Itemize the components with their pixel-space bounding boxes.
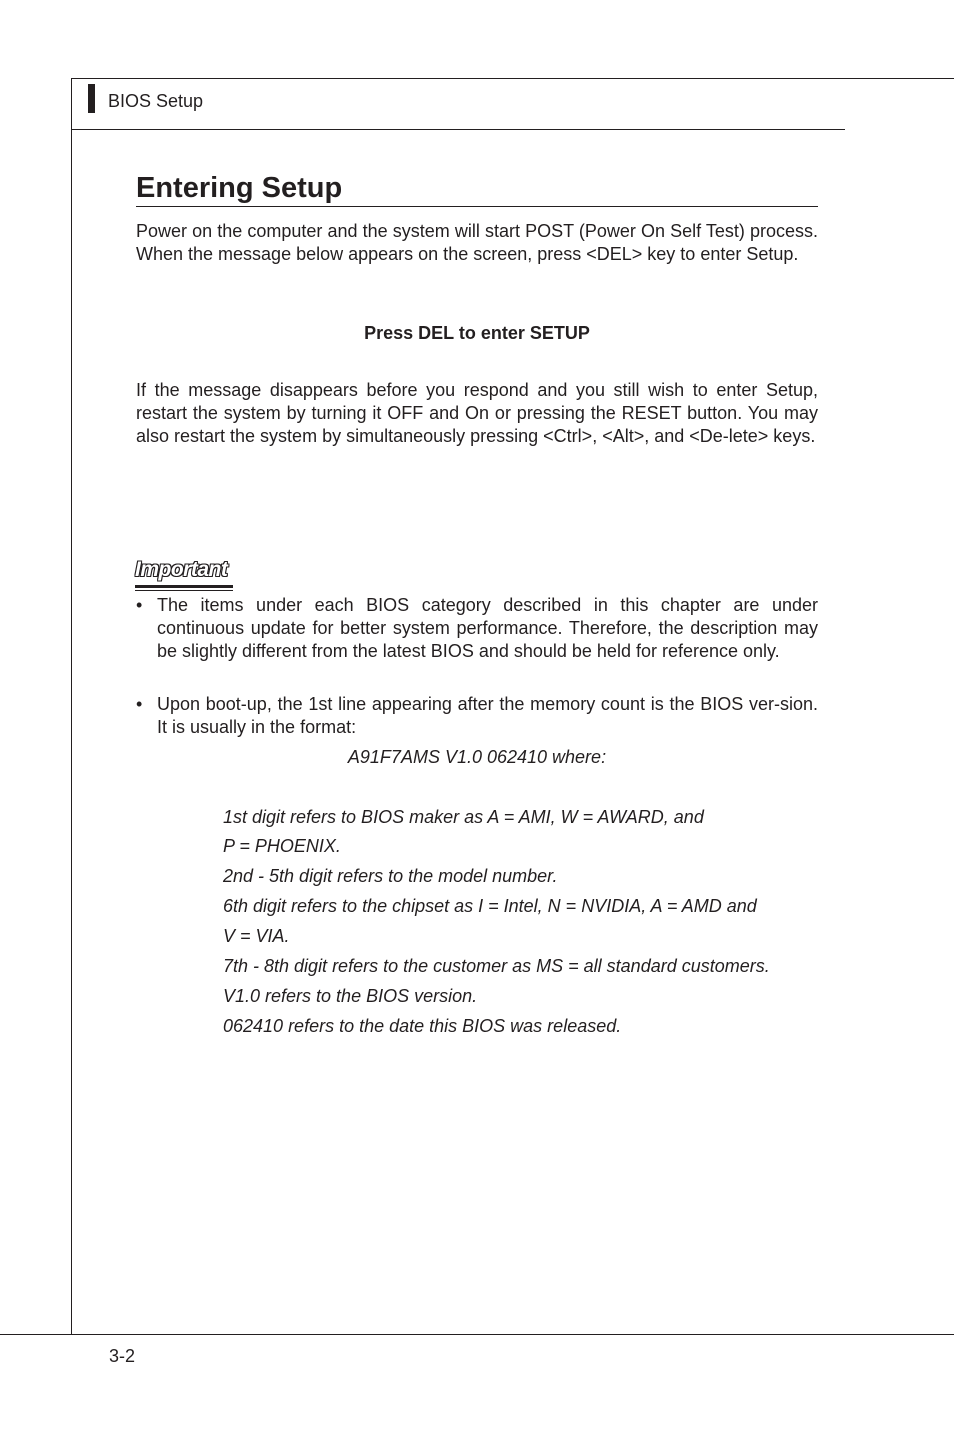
list-item-text: The items under each BIOS category described in this chapter are under continuous update for better system performance. Therefore, the description may be slightly different from the latest BIOS and should be held for reference only. (157, 595, 818, 661)
header-marker-bar (88, 84, 95, 113)
definition-line: 062410 refers to the date this BIOS was released. (223, 1016, 622, 1036)
footer-rule (0, 1334, 954, 1335)
page-title: Entering Setup (136, 172, 343, 204)
title-underline (136, 206, 818, 207)
left-margin-rule (71, 78, 72, 1335)
header-rule (71, 129, 845, 130)
definition-line: 1st digit refers to BIOS maker as A = AMI, W = AWARD, and (223, 807, 704, 827)
restart-paragraph: If the message disappears before you respond and you still wish to enter Setup, restart the system by turning it OFF and On or pressing the RESET button. You may also restart the system by simultaneously pressing <Ctrl>, <Alt>, and <De-lete> keys. (136, 380, 818, 446)
top-rule (71, 78, 954, 79)
bios-version-format: A91F7AMS V1.0 062410 where: (347, 747, 607, 767)
section-header: BIOS Setup (108, 91, 204, 111)
important-underline (135, 585, 233, 588)
intro-paragraph: Power on the computer and the system will start POST (Power On Self Test) process. When the message below appears on the screen, press <DEL> key to enter Setup. (136, 221, 818, 264)
bullet-icon: • (136, 595, 143, 615)
definition-line: V1.0 refers to the BIOS version. (223, 986, 478, 1006)
setup-message: Press DEL to enter SETUP (364, 323, 590, 343)
definition-line: 2nd - 5th digit refers to the model number. (223, 866, 558, 886)
definition-line: V = VIA. (223, 926, 290, 946)
bullet-icon: • (136, 694, 143, 714)
important-label: Important (135, 558, 228, 581)
page-number: 3-2 (109, 1346, 136, 1366)
important-heading (135, 558, 227, 582)
definition-line: P = PHOENIX. (223, 836, 341, 856)
important-underline-thin (135, 590, 233, 591)
definition-line: 7th - 8th digit refers to the customer as MS = all standard customers. (223, 956, 770, 976)
list-item-text: Upon boot-up, the 1st line appearing after the memory count is the BIOS ver-sion. It is usually in the format: (157, 694, 818, 737)
definition-line: 6th digit refers to the chipset as I = Intel, N = NVIDIA, A = AMD and (223, 896, 757, 916)
